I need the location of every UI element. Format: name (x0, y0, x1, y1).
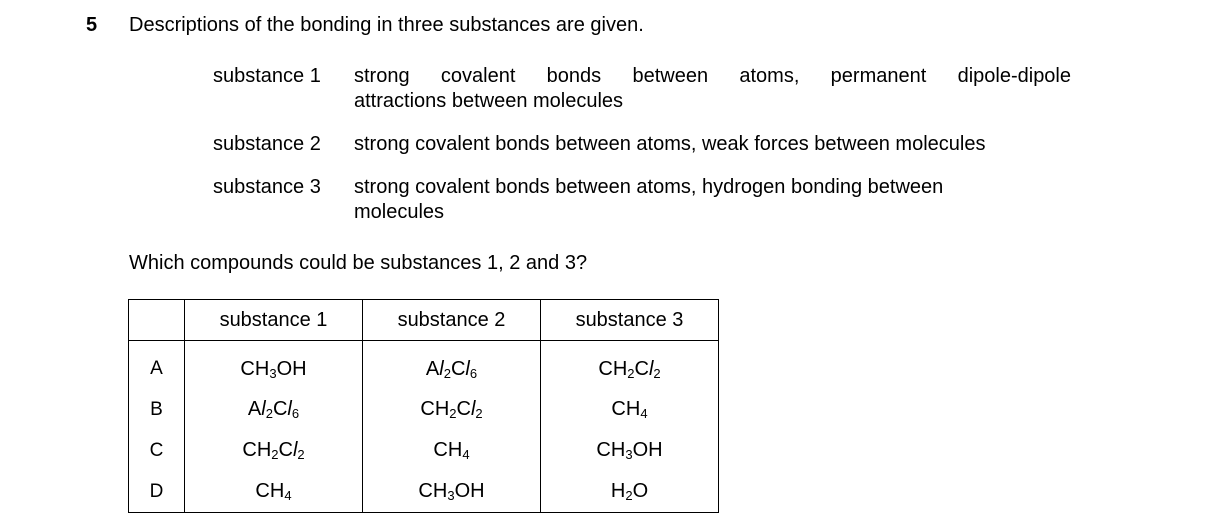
description-line: strong covalent bonds between atoms, weak forces between molecules (354, 133, 986, 155)
description-text (354, 64, 1071, 114)
formula-cell: $CH_4$ (541, 389, 719, 430)
description-label: substance 3 (213, 176, 321, 198)
description-line: strong covalent bonds between atoms, hydrogen bonding between (354, 176, 944, 198)
answer-table (128, 299, 719, 513)
formula-cell: $CH_2Cl_2$ (185, 430, 363, 471)
description-substance-1 (213, 64, 1073, 114)
table-header-row (129, 300, 719, 341)
description-line: strong covalent bonds between atoms, permanent dipole-dipole (354, 65, 1071, 87)
formula-cell: $H_2O$ (541, 471, 719, 513)
formula-cell: $Al_2Cl_6$ (185, 389, 363, 430)
question-prompt: Which compounds could be substances 1, 2 and 3? (129, 252, 588, 274)
description-substance-2 (213, 132, 1073, 157)
option-letter: C (129, 430, 185, 471)
formula-cell: $Al_2Cl_6$ (363, 341, 541, 390)
table-row (129, 389, 719, 430)
formula-cell: $CH_4$ (363, 430, 541, 471)
description-line: molecules (354, 201, 445, 223)
table-header-blank (129, 300, 185, 341)
description-text (354, 132, 985, 157)
formula-cell: $CH_2Cl_2$ (363, 389, 541, 430)
table-row (129, 430, 719, 471)
formula-cell: $CH_3OH$ (185, 341, 363, 390)
question-number: 5 (86, 14, 98, 36)
description-label: substance 2 (213, 133, 321, 155)
formula-cell: $CH_2Cl_2$ (541, 341, 719, 390)
formula-cell: $CH_3OH$ (541, 430, 719, 471)
description-substance-3 (213, 175, 1073, 225)
table-header: substance 2 (363, 300, 541, 341)
table-header: substance 3 (541, 300, 719, 341)
formula-cell: $CH_4$ (185, 471, 363, 513)
option-letter: A (129, 341, 185, 390)
formula-cell: $CH_3OH$ (363, 471, 541, 513)
description-label: substance 1 (213, 65, 321, 87)
description-line: attractions between molecules (354, 90, 624, 112)
option-letter: D (129, 471, 185, 513)
table-header: substance 1 (185, 300, 363, 341)
option-letter: B (129, 389, 185, 430)
table-row (129, 341, 719, 390)
question-stem: Descriptions of the bonding in three substances are given. (129, 14, 644, 36)
description-text (354, 175, 943, 225)
table-row (129, 471, 719, 513)
